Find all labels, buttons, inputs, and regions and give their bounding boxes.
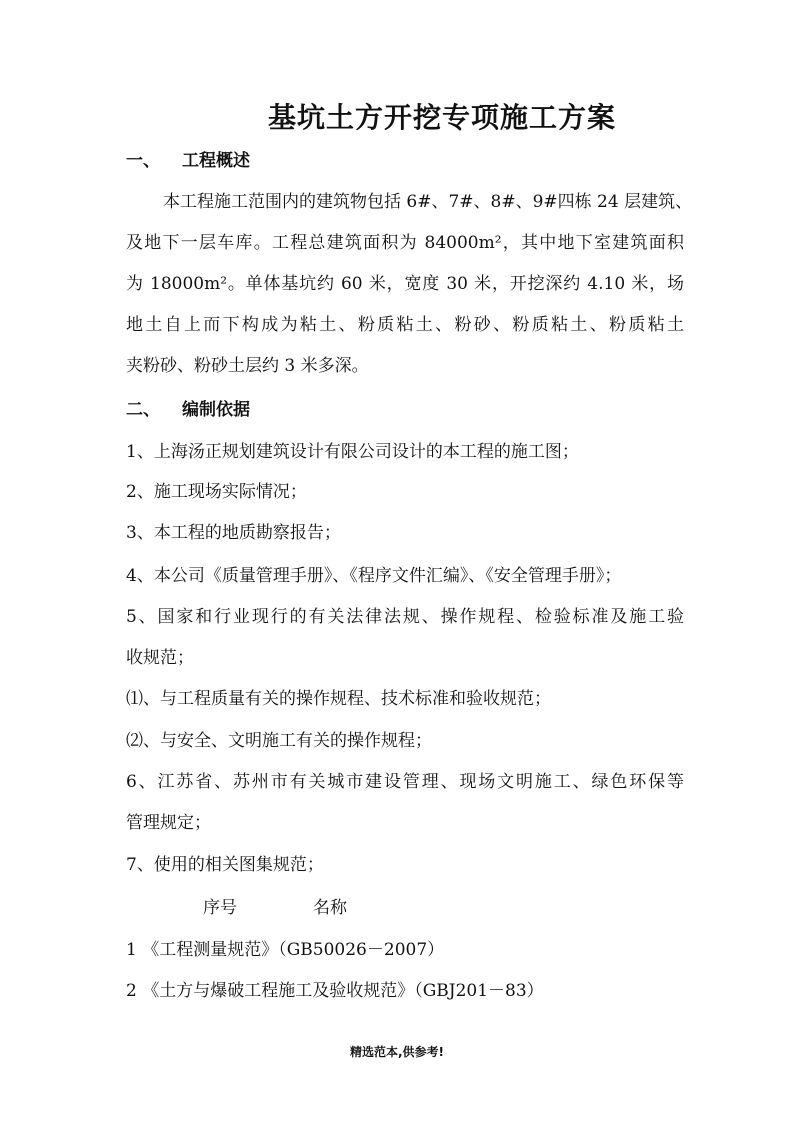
- standard-row: 2 《土方与爆破工程施工及验收规范》（GBJ201－83）: [126, 981, 544, 1001]
- section-number: 一、: [126, 151, 160, 171]
- section-heading-basis: [126, 398, 684, 422]
- paragraph-line: 及地下一层车库。工程总建筑面积为 84000m²，其中地下室建筑面积: [126, 233, 684, 253]
- page-footer: 精选范本,供参考!: [349, 1045, 445, 1059]
- column-header-seq: 序号: [203, 898, 237, 918]
- list-item: 管理规定；: [126, 813, 211, 833]
- paragraph-line: 为 18000m²。单体基坑约 60 米，宽度 30 米，开挖深约 4.10 米，场: [126, 274, 684, 294]
- section-heading-overview: [126, 149, 684, 173]
- list-item: ⑴、与工程质量有关的操作规程、技术标准和验收规范；: [126, 689, 551, 709]
- list-item: 5、国家和行业现行的有关法律法规、操作规程、检验标准及施工验: [126, 607, 684, 627]
- section-number: 二、: [126, 400, 160, 420]
- section-title: 工程概述: [182, 151, 250, 171]
- list-item: 2、施工现场实际情况；: [126, 482, 307, 502]
- column-header-name: 名称: [313, 898, 347, 918]
- paragraph-line: 夹粉砂、粉砂土层约 3 米多深。: [126, 356, 369, 376]
- list-item: 收规范；: [126, 648, 194, 668]
- document-title: 基坑土方开挖专项施工方案: [267, 101, 616, 134]
- list-item: ⑵、与安全、文明施工有关的操作规程；: [126, 731, 432, 751]
- paragraph-line: 地土自上而下构成为粘土、粉质粘土、粉砂、粉质粘土、粉质粘土: [126, 315, 684, 335]
- standard-row: 1 《工程测量规范》（GB50026－2007）: [126, 940, 445, 960]
- list-item: 6、江苏省、苏州市有关城市建设管理、现场文明施工、绿色环保等: [126, 772, 684, 792]
- list-item: 7、使用的相关图集规范；: [126, 855, 324, 875]
- section-title: 编制依据: [182, 400, 250, 420]
- list-item: 4、本公司《质量管理手册》、《程序文件汇编》、《安全管理手册》；: [126, 566, 622, 586]
- list-item: 1、上海汤正规划建筑设计有限公司设计的本工程的施工图；: [126, 442, 579, 462]
- paragraph-line: 本工程施工范围内的建筑物包括 6#、7#、8#、9#四栋 24 层建筑、: [163, 192, 693, 212]
- list-item: 3、本工程的地质勘察报告；: [126, 523, 341, 543]
